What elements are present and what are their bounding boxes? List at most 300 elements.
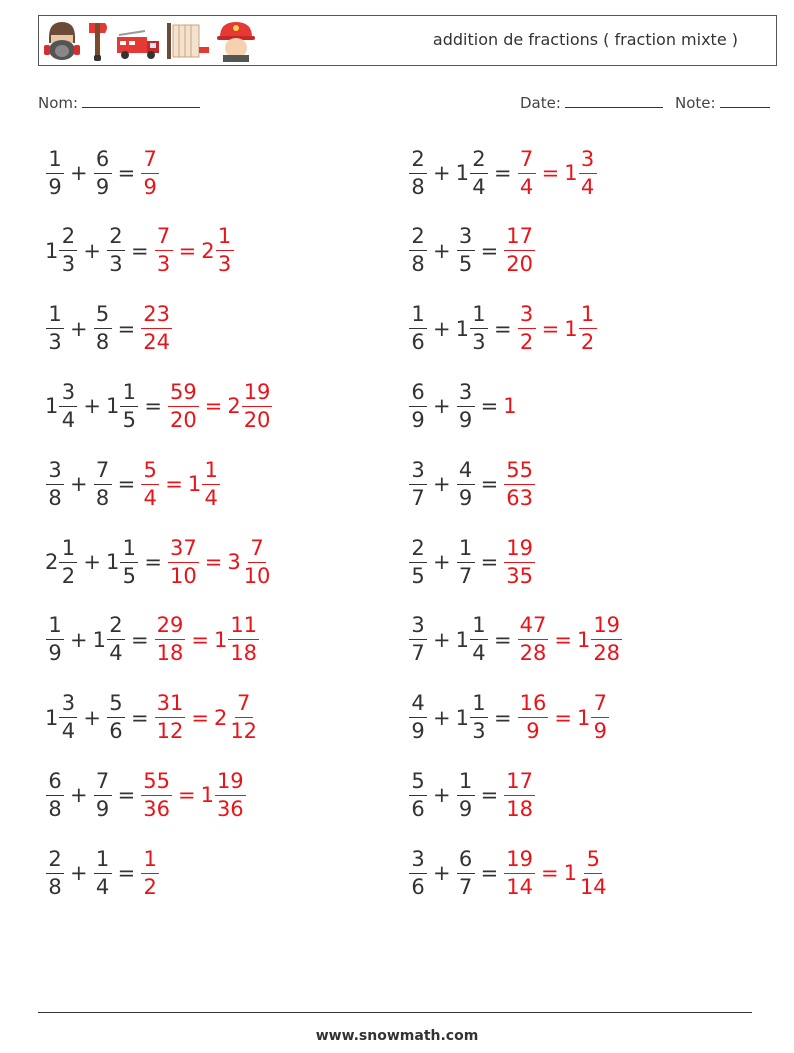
equals-sign: =	[541, 161, 560, 185]
equals-sign: =	[480, 783, 499, 808]
equals-sign: =	[178, 238, 197, 263]
answer-denominator: 18	[230, 641, 258, 666]
answer-denominator: 10	[243, 563, 271, 588]
answer-fraction	[591, 693, 609, 742]
answer-fraction	[155, 226, 173, 275]
plus-sign: +	[70, 161, 88, 185]
answer-whole: 1	[563, 861, 577, 886]
answer-numerator: 47	[518, 615, 549, 640]
answer-numerator: 17	[504, 226, 535, 251]
equals-sign: =	[480, 394, 499, 419]
term-numerator: 2	[46, 849, 64, 874]
term-numerator: 2	[409, 226, 427, 251]
term-numerator: 2	[409, 149, 427, 174]
problem-13	[45, 610, 260, 670]
answer	[503, 394, 516, 418]
answer-numerator: 7	[518, 149, 536, 174]
answer-denominator: 28	[519, 641, 547, 666]
term-numerator: 7	[94, 771, 112, 796]
answer-numerator: 55	[504, 460, 535, 485]
answer-numerator: 7	[248, 538, 266, 563]
worksheet-title: addition de fractions ( fraction mixte )	[432, 30, 738, 49]
term-fraction	[120, 379, 138, 432]
answer-whole: 2	[201, 238, 215, 263]
answer-numerator: 23	[141, 304, 172, 329]
fire-axe-icon	[85, 19, 111, 63]
problem-8	[408, 376, 517, 436]
term-fraction	[409, 693, 427, 742]
term-denominator: 7	[411, 641, 425, 666]
answer-numerator: 1	[202, 460, 220, 485]
term-fraction	[94, 304, 112, 353]
answer-denominator: 2	[519, 330, 534, 355]
equals-sign: =	[480, 550, 499, 574]
equals-sign: =	[554, 627, 572, 652]
term-denominator: 9	[411, 407, 425, 432]
answer-numerator: 5	[141, 460, 159, 485]
answer-fraction	[228, 615, 259, 664]
answer-denominator: 2	[580, 330, 595, 355]
answer-numerator: 11	[228, 615, 259, 640]
term-denominator: 9	[411, 719, 425, 744]
term-numerator: 2	[409, 538, 427, 563]
problem-15	[45, 688, 260, 748]
answer	[140, 146, 160, 199]
answer-fraction	[215, 768, 246, 821]
problem-11	[45, 532, 273, 592]
answer-whole: 2	[227, 394, 241, 419]
answer-fraction	[518, 693, 549, 742]
answer	[517, 146, 598, 199]
answer	[503, 846, 609, 899]
term-denominator: 3	[109, 252, 123, 277]
answer-whole: 1	[576, 705, 591, 730]
term-whole: 1	[45, 705, 59, 730]
answer-fraction	[242, 379, 273, 432]
answer-fraction	[591, 615, 622, 664]
answer-denominator: 14	[506, 874, 533, 899]
answer-fraction	[504, 226, 535, 275]
answer	[167, 535, 273, 588]
equals-sign: =	[191, 627, 209, 652]
term-fraction	[107, 693, 125, 742]
answer	[503, 535, 536, 588]
problem-10	[408, 454, 536, 514]
term-denominator: 7	[458, 563, 473, 588]
term-whole: 1	[105, 550, 120, 574]
equals-sign: =	[493, 627, 512, 652]
header-icons	[43, 18, 257, 64]
term-whole: 1	[105, 394, 120, 419]
term-denominator: 5	[458, 252, 473, 277]
term-denominator: 9	[95, 796, 110, 821]
term-denominator: 4	[472, 174, 486, 199]
answer-numerator: 7	[155, 226, 173, 251]
answer-numerator: 19	[215, 771, 246, 796]
name-field[interactable]	[38, 93, 200, 112]
term-fraction	[470, 304, 488, 353]
term-denominator: 9	[458, 407, 473, 432]
answer-fraction	[141, 146, 159, 199]
term-denominator: 7	[458, 874, 473, 899]
answer	[140, 768, 246, 821]
plus-sign: +	[433, 705, 451, 730]
term-numerator: 2	[470, 149, 488, 174]
term-numerator: 1	[46, 304, 64, 329]
term-numerator: 3	[457, 382, 475, 407]
answer-whole: 1	[564, 161, 578, 185]
equals-sign: =	[480, 861, 499, 886]
answer-numerator: 17	[504, 771, 535, 796]
answer-numerator: 59	[168, 382, 199, 407]
term-fraction	[409, 535, 427, 588]
answer-numerator: 3	[518, 304, 536, 329]
term-numerator: 1	[470, 693, 488, 718]
term-denominator: 4	[61, 719, 76, 744]
answer-numerator: 7	[591, 693, 609, 718]
term-denominator: 9	[95, 174, 110, 199]
term-numerator: 2	[59, 226, 77, 251]
name-line[interactable]	[82, 93, 200, 108]
answer-fraction	[578, 846, 609, 899]
term-fraction	[409, 457, 427, 510]
term-numerator: 1	[470, 615, 488, 640]
answer	[154, 693, 260, 742]
answer-denominator: 4	[519, 174, 534, 199]
answer-fraction	[141, 846, 159, 899]
answer-numerator: 16	[518, 693, 549, 718]
term-numerator: 5	[94, 304, 112, 329]
answer-denominator: 3	[156, 252, 171, 277]
problem-18	[408, 765, 536, 825]
answer-numerator: 31	[155, 693, 186, 718]
plus-sign: +	[433, 627, 451, 652]
grade-line[interactable]	[720, 93, 770, 108]
answer-numerator: 37	[168, 538, 199, 563]
term-numerator: 5	[409, 771, 427, 796]
term-numerator: 6	[94, 149, 112, 174]
answer	[503, 457, 536, 510]
problem-9	[45, 454, 221, 514]
answer-fraction	[242, 535, 273, 588]
answer	[517, 693, 611, 742]
term-numerator: 1	[46, 615, 64, 640]
term-whole: 1	[455, 627, 469, 652]
problem-2	[408, 143, 598, 203]
term-fraction	[457, 226, 475, 275]
term-denominator: 2	[61, 563, 76, 588]
answer-whole: 1	[187, 472, 202, 497]
term-denominator: 4	[61, 407, 76, 432]
term-numerator: 5	[107, 693, 125, 718]
equals-sign: =	[144, 550, 162, 574]
equals-sign: =	[540, 861, 559, 886]
term-denominator: 3	[472, 330, 486, 355]
answer	[140, 304, 173, 353]
answer	[154, 615, 260, 664]
term-fraction	[46, 146, 64, 199]
term-fraction	[46, 304, 64, 353]
equals-sign: =	[117, 783, 136, 808]
term-fraction	[409, 304, 427, 353]
answer-fraction	[518, 146, 536, 199]
term-whole: 1	[455, 705, 469, 730]
answer	[167, 379, 273, 432]
equals-sign: =	[480, 472, 499, 497]
term-whole: 1	[45, 394, 59, 419]
answer-numerator: 5	[584, 849, 602, 874]
answer-fraction	[216, 226, 234, 275]
answer-numerator: 55	[141, 771, 172, 796]
term-numerator: 1	[94, 849, 112, 874]
plus-sign: +	[433, 316, 451, 341]
problem-1	[45, 143, 160, 203]
term-denominator: 9	[48, 641, 62, 666]
answer-denominator: 24	[143, 330, 170, 355]
term-numerator: 6	[46, 771, 64, 796]
term-denominator: 4	[95, 874, 110, 899]
answer	[503, 226, 536, 275]
term-numerator: 2	[107, 226, 125, 251]
answer-fraction	[141, 457, 159, 510]
term-fraction	[409, 226, 427, 275]
answer-denominator: 36	[143, 796, 170, 821]
term-denominator: 6	[109, 719, 123, 744]
term-fraction	[409, 846, 427, 899]
equals-sign: =	[130, 705, 149, 730]
plus-sign: +	[433, 161, 451, 185]
term-fraction	[120, 535, 138, 588]
answer-denominator: 28	[593, 641, 621, 666]
equals-sign: =	[554, 705, 572, 730]
answer-whole: 2	[213, 705, 228, 730]
equals-sign: =	[204, 550, 223, 574]
term-fraction	[470, 146, 488, 199]
plus-sign: +	[83, 238, 101, 263]
problem-20	[408, 843, 610, 903]
date-field[interactable]	[520, 93, 663, 112]
term-denominator: 9	[458, 796, 473, 821]
term-numerator: 3	[409, 849, 427, 874]
term-denominator: 8	[48, 796, 62, 821]
answer-denominator: 9	[593, 719, 607, 744]
plus-sign: +	[70, 316, 88, 341]
term-denominator: 3	[48, 330, 62, 355]
plus-sign: +	[83, 394, 101, 419]
term-numerator: 3	[457, 226, 475, 251]
answer-fraction	[168, 535, 199, 588]
term-denominator: 6	[411, 796, 425, 821]
problem-3	[45, 221, 235, 281]
term-fraction	[94, 146, 112, 199]
plus-sign: +	[70, 472, 88, 497]
term-fraction	[46, 457, 64, 510]
answer-fraction	[504, 768, 535, 821]
answer-fraction	[168, 379, 199, 432]
date-line[interactable]	[565, 93, 663, 108]
term-numerator: 3	[46, 460, 64, 485]
term-denominator: 5	[122, 563, 137, 588]
answer-denominator: 14	[579, 874, 607, 899]
term-denominator: 8	[48, 485, 62, 510]
answer-denominator: 4	[204, 485, 218, 510]
term-fraction	[94, 846, 112, 899]
equals-sign: =	[191, 705, 209, 730]
term-fraction	[59, 226, 77, 275]
answer	[140, 457, 221, 510]
term-denominator: 8	[95, 330, 110, 355]
plus-sign: +	[83, 705, 101, 730]
term-fraction	[59, 379, 77, 432]
equals-sign: =	[480, 238, 499, 263]
answer-denominator: 20	[169, 407, 197, 432]
term-whole: 1	[92, 627, 106, 652]
term-numerator: 1	[59, 538, 77, 563]
term-denominator: 6	[411, 874, 425, 899]
answer-fraction	[518, 615, 549, 664]
problem-12	[408, 532, 536, 592]
problem-14	[408, 610, 623, 670]
equals-sign: =	[117, 316, 136, 341]
equals-sign: =	[117, 472, 136, 497]
answer-fraction	[228, 693, 259, 742]
answer-numerator: 19	[591, 615, 622, 640]
term-numerator: 4	[457, 460, 475, 485]
answer-numerator: 19	[504, 849, 535, 874]
term-fraction	[470, 693, 488, 742]
term-numerator: 3	[59, 693, 77, 718]
term-whole: 2	[45, 550, 59, 574]
answer-denominator: 4	[580, 174, 595, 199]
term-numerator: 1	[457, 538, 475, 563]
term-numerator: 7	[94, 460, 112, 485]
term-fraction	[409, 146, 427, 199]
term-numerator: 1	[120, 538, 138, 563]
answer	[140, 846, 160, 899]
term-numerator: 2	[107, 615, 125, 640]
answer-whole: 1	[576, 627, 591, 652]
answer-numerator: 29	[155, 615, 186, 640]
term-numerator: 3	[59, 382, 77, 407]
answer-whole: 1	[503, 394, 517, 419]
term-whole: 1	[455, 316, 469, 341]
answer-whole: 1	[213, 627, 228, 652]
term-numerator: 3	[409, 615, 427, 640]
plus-sign: +	[433, 394, 451, 419]
equals-sign: =	[130, 238, 149, 263]
answer-denominator: 36	[216, 796, 244, 821]
answer-fraction	[504, 457, 535, 510]
answer-fraction	[504, 535, 535, 588]
answer-denominator: 9	[526, 719, 540, 744]
answer	[154, 226, 235, 275]
term-denominator: 5	[411, 563, 425, 588]
answer	[503, 768, 536, 821]
term-fraction	[59, 535, 77, 588]
answer-numerator: 7	[141, 149, 159, 174]
worksheet-header	[38, 15, 777, 66]
plus-sign: +	[433, 783, 451, 808]
term-denominator: 8	[411, 174, 425, 199]
term-fraction	[409, 379, 427, 432]
answer-denominator: 12	[230, 719, 258, 744]
term-numerator: 1	[120, 382, 138, 407]
term-denominator: 5	[122, 407, 137, 432]
answer	[517, 304, 598, 353]
term-denominator: 8	[95, 485, 110, 510]
term-fraction	[46, 768, 64, 821]
plus-sign: +	[70, 783, 88, 808]
answer-denominator: 9	[143, 174, 157, 199]
term-whole: 1	[455, 161, 469, 185]
equals-sign: =	[117, 161, 136, 185]
term-denominator: 7	[411, 485, 425, 510]
answer-denominator: 35	[506, 563, 533, 588]
answer-denominator: 20	[243, 407, 271, 432]
equals-sign: =	[204, 394, 223, 419]
term-fraction	[46, 846, 64, 899]
term-denominator: 4	[109, 641, 123, 666]
answer-whole: 3	[227, 550, 241, 574]
problem-7	[45, 376, 273, 436]
term-fraction	[46, 615, 64, 664]
answer-denominator: 2	[143, 874, 157, 899]
plus-sign: +	[433, 550, 451, 574]
term-fraction	[94, 457, 112, 510]
plus-sign: +	[433, 472, 451, 497]
equals-sign: =	[493, 316, 512, 341]
term-numerator: 4	[409, 693, 427, 718]
answer-fraction	[579, 304, 597, 353]
term-denominator: 9	[48, 174, 62, 199]
equals-sign: =	[144, 394, 162, 419]
answer-fraction	[579, 146, 597, 199]
plus-sign: +	[433, 238, 451, 263]
problem-17	[45, 765, 247, 825]
grade-field[interactable]	[675, 93, 770, 112]
term-fraction	[457, 379, 475, 432]
answer-denominator: 3	[217, 252, 232, 277]
term-fraction	[59, 693, 77, 742]
term-fraction	[107, 615, 125, 664]
answer-denominator: 20	[506, 252, 533, 277]
term-fraction	[457, 768, 475, 821]
term-numerator: 1	[470, 304, 488, 329]
term-fraction	[409, 768, 427, 821]
problem-5	[45, 299, 173, 359]
term-fraction	[457, 846, 475, 899]
term-fraction	[107, 226, 125, 275]
footer-divider	[38, 1012, 752, 1013]
answer-whole: 1	[564, 316, 578, 341]
plus-sign: +	[70, 861, 88, 886]
answer-fraction	[518, 304, 536, 353]
answer-fraction	[141, 768, 172, 821]
answer-denominator: 4	[143, 485, 157, 510]
fire-truck-icon	[115, 19, 161, 63]
equals-sign: =	[130, 627, 149, 652]
answer-fraction	[155, 693, 186, 742]
term-numerator: 3	[409, 460, 427, 485]
fire-hose-icon	[165, 19, 211, 63]
answer-numerator: 19	[242, 382, 273, 407]
answer-numerator: 1	[141, 849, 159, 874]
name-label: Nom:	[38, 94, 79, 112]
equals-sign: =	[165, 472, 183, 497]
answer-denominator: 12	[156, 719, 184, 744]
respirator-mask-icon	[43, 19, 81, 63]
term-denominator: 6	[411, 330, 425, 355]
